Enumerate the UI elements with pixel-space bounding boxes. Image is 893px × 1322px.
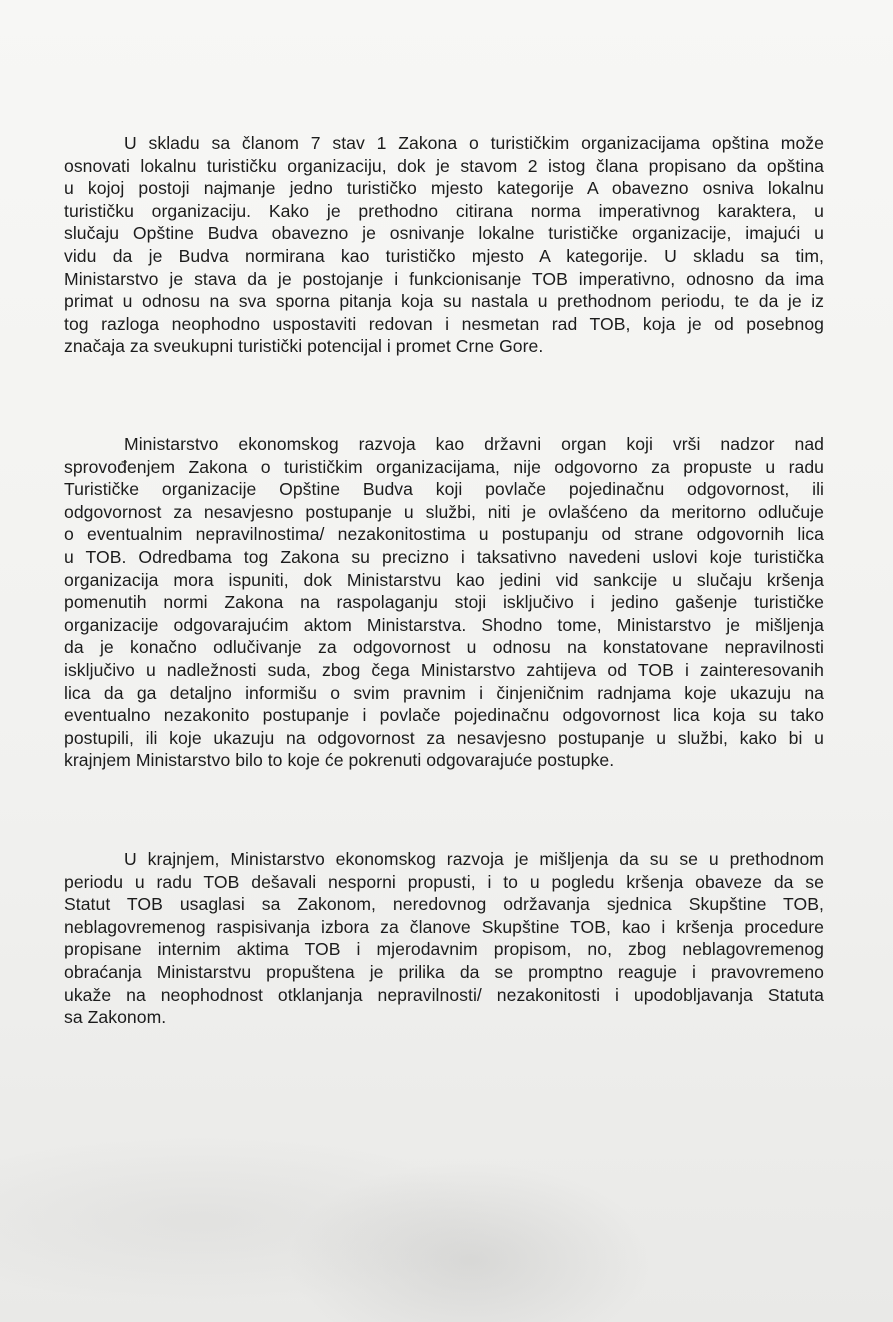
- text-line: u kojoj postoji najmanje jedno turističko mjesto kategorije A obavezno osniva lokalnu: [64, 178, 824, 199]
- paragraph-2: [64, 433, 824, 772]
- text-line: krajnjem Ministarstvo bilo to koje će pokrenuti odgovarajuće postupke.: [64, 750, 615, 771]
- text-line: pomenutih normi Zakona na raspolaganju stoji isključivo i jedino gašenje turističke: [64, 592, 824, 613]
- text-line: u TOB. Odredbama tog Zakona su precizno i taksativno navedeni uslovi koje turistička: [64, 546, 824, 567]
- text-line: značaja za sveukupni turistički potencijal i promet Crne Gore.: [64, 336, 544, 357]
- text-line: Turističke organizacije Opštine Budva koji povlače pojedinačnu odgovornost, ili: [64, 479, 824, 500]
- text-line: obraćanja Ministarstvu propuštena je prilika da se promptno reaguje i pravovremeno: [64, 961, 824, 982]
- text-line: neblagovremenog raspisivanja izbora za članove Skupštine TOB, kao i kršenja procedure: [64, 916, 824, 937]
- text-line: periodu u radu TOB dešavali nesporni propusti, i to u pogledu kršenja obaveze da se: [64, 871, 824, 892]
- text-line: odgovornost za nesavjesno postupanje u službi, niti je ovlašćeno da meritorno odlučuje: [64, 501, 824, 522]
- text-line: slučaju Opštine Budva obavezno je osnivanje lokalne turističke organizacije, imajući u: [64, 223, 824, 244]
- text-line: propisane internim aktima TOB i mjerodavnim propisom, no, zbog neblagovremenog: [64, 939, 824, 960]
- text-line: postupili, ili koje ukazuju na odgovornost za nesavjesno postupanje u službi, kako bi u: [64, 727, 824, 748]
- text-line: osnovati lokalnu turističku organizaciju, dok je stavom 2 istog člana propisano da opština: [64, 155, 824, 176]
- text-line: U skladu sa članom 7 stav 1 Zakona o turističkim organizacijama opština može: [124, 133, 824, 153]
- text-line: organizacija mora ispuniti, dok Ministarstvu kao jedini vid sankcije u slučaju kršenja: [64, 569, 824, 590]
- text-line: Ministarstvo ekonomskog razvoja kao državni organ koji vrši nadzor nad: [124, 434, 824, 454]
- text-line: lica da ga detaljno informišu o svim pravnim i činjeničnim radnjama koje ukazuju na: [64, 682, 824, 703]
- text-line: sprovođenjem Zakona o turističkim organizacijama, nije odgovorno za propuste u radu: [64, 456, 824, 477]
- text-line: sa Zakonom.: [64, 1007, 167, 1028]
- text-line: organizacije odgovarajućim aktom Ministarstva. Shodno tome, Ministarstvo je mišljenja: [64, 614, 824, 635]
- text-line: Statut TOB usaglasi sa Zakonom, neredovnog održavanja sjednica Skupštine TOB,: [64, 894, 824, 915]
- paragraph-3: [64, 848, 824, 1029]
- text-line: ukaže na neophodnost otklanjanja nepravilnosti/ nezakonitosti i upodobljavanja Statuta: [64, 984, 824, 1005]
- text-line: o eventualnim nepravilnostima/ nezakonitostima u postupanju od strane odgovornih lica: [64, 524, 824, 545]
- text-line: Ministarstvo je stava da je postojanje i funkcionisanje TOB imperativno, odnosno da ima: [64, 268, 824, 289]
- text-line: turističku organizaciju. Kako je prethodno citirana norma imperativnog karaktera, u: [64, 200, 824, 221]
- text-line: eventualno nezakonito postupanje i povlače pojedinačnu odgovornost lica koja su tako: [64, 705, 824, 726]
- text-line: da je konačno odlučivanje za odgovornost u odnosu na konstatovane nepravilnosti: [64, 637, 824, 658]
- text-line: primat u odnosu na sva sporna pitanja koja su nastala u prethodnom periodu, te da je iz: [64, 291, 824, 312]
- text-line: U krajnjem, Ministarstvo ekonomskog razvoja je mišljenja da su se u prethodnom: [124, 849, 824, 869]
- text-line: isključivo u nadležnosti suda, zbog čega Ministarstvo zahtijeva od TOB i zainteresovanih: [64, 659, 824, 680]
- text-line: tog razloga neophodno uspostaviti redovan i nesmetan rad TOB, koja je od posebnog: [64, 313, 824, 334]
- paragraph-1: [64, 132, 824, 358]
- text-line: vidu da je Budva normirana kao turističko mjesto A kategorije. U skladu sa tim,: [64, 245, 824, 266]
